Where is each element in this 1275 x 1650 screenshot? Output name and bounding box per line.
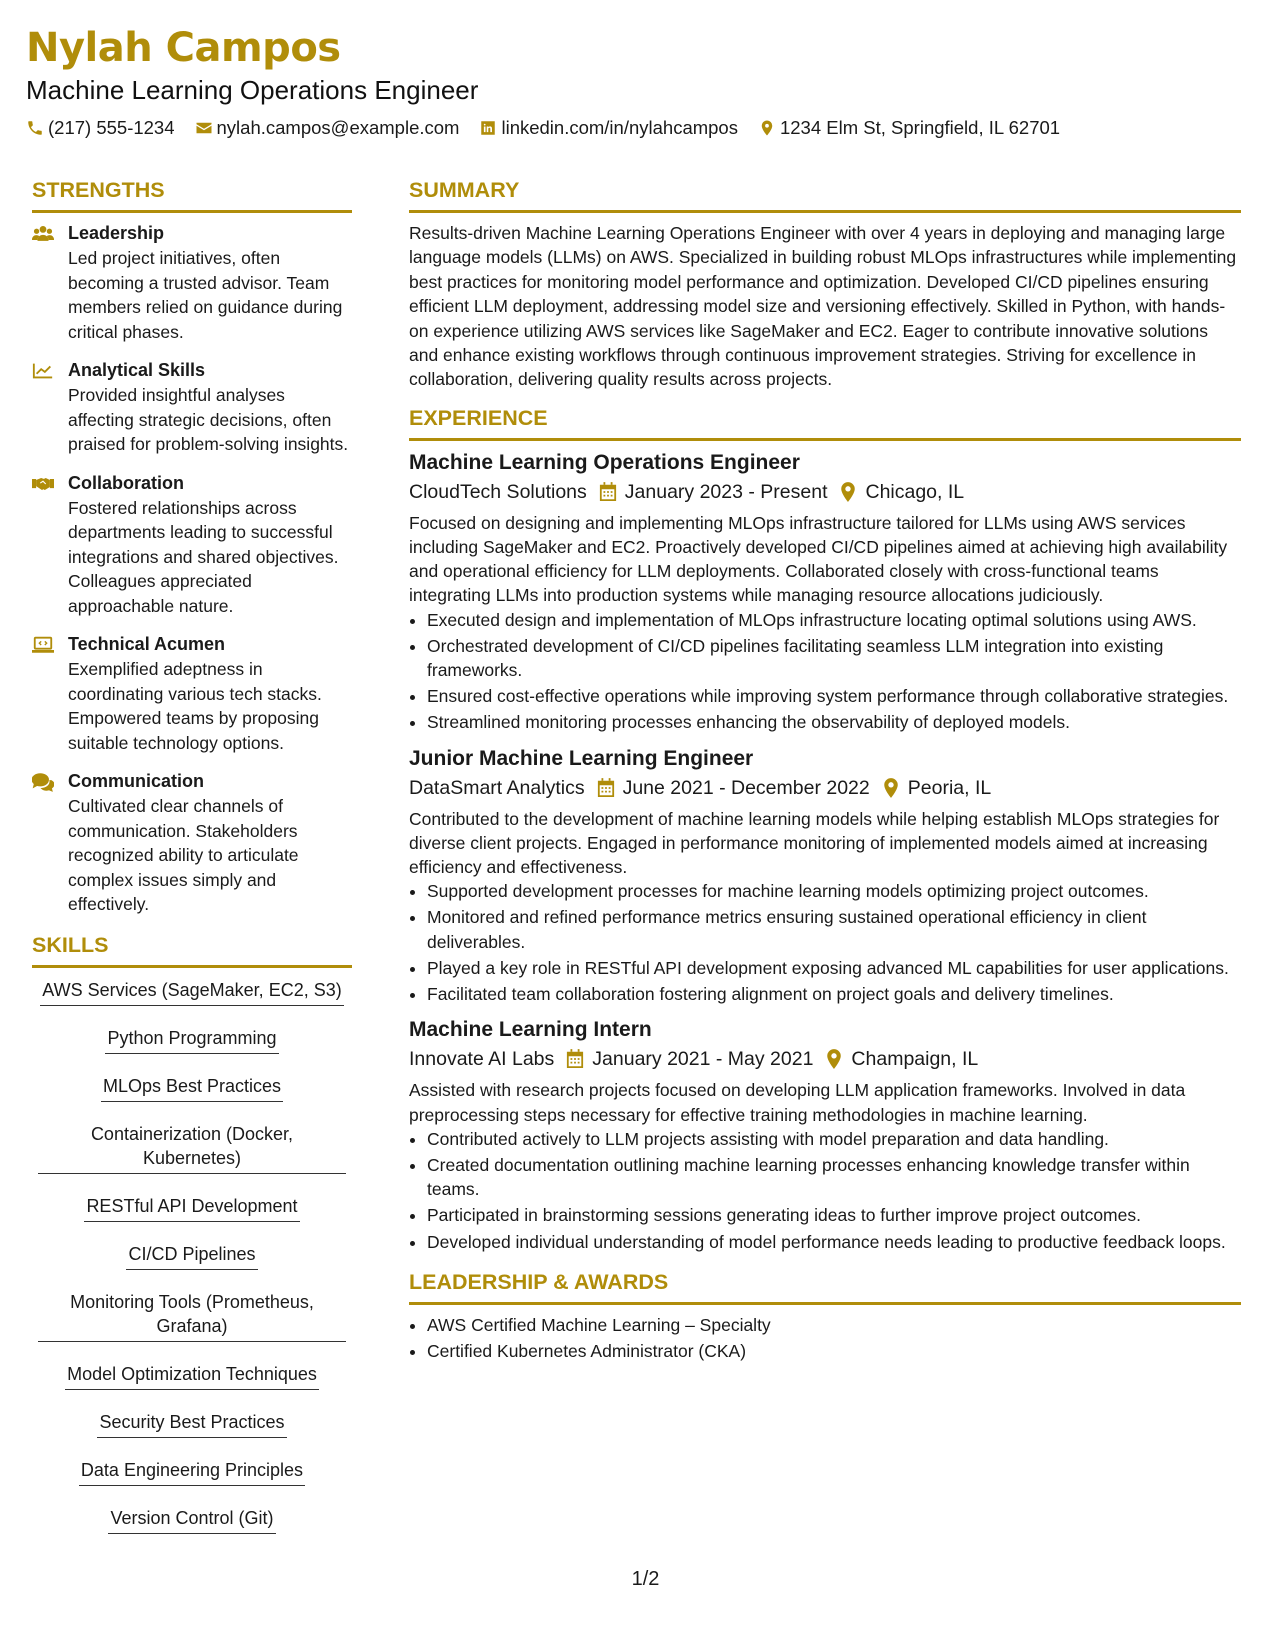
list-item: • Played a key role in RESTful API development exposing advanced ML capabilities for user applications. [427, 956, 1241, 980]
job-company: Innovate AI Labs [409, 1048, 555, 1071]
skill-item: RESTful API Development [32, 1194, 352, 1222]
skill-item: Security Best Practices [32, 1410, 352, 1438]
skills-heading: SKILLS [32, 931, 352, 968]
strength-desc: Led project initiatives, often becoming a trusted advisor. Team members relied on guidance during critical phases. [68, 248, 343, 342]
strength-item [32, 471, 352, 619]
strength-desc: Provided insightful analyses affecting strategic decisions, often praised for problem-solving insights. [68, 385, 349, 454]
list-item: • Created documentation outlining machine learning processes enhancing knowledge transfer within teams. [427, 1153, 1241, 1201]
job-location: Champaign, IL [851, 1048, 979, 1071]
address-text: 1234 Elm St, Springfield, IL 62701 [779, 117, 1061, 138]
right-column [409, 176, 1241, 1365]
strength-item [32, 221, 352, 344]
list-item: • Certified Kubernetes Administrator (CKA) [427, 1339, 1241, 1363]
job-description: Contributed to the development of machine learning models while helping establish MLOps strategies for diverse client projects. Engaged in performance monitoring of implemented models aimed at increasing efficiency and effectiveness. [409, 808, 1220, 878]
job-meta [409, 773, 1241, 803]
contact-bar [26, 116, 1256, 140]
job-company: CloudTech Solutions [409, 480, 587, 503]
skill-item: AWS Services (SageMaker, EC2, S3) [32, 978, 352, 1006]
comments-icon [32, 772, 54, 792]
job-bullets [409, 1127, 1241, 1254]
strengths-heading: STRENGTHS [32, 176, 352, 213]
handshake-icon [32, 474, 54, 494]
linkedin-text[interactable]: linkedin.com/in/nylahcampos [501, 117, 738, 138]
strength-desc: Exemplified adeptness in coordinating various tech stacks. Empowered teams by proposing suitable technology options. [68, 659, 322, 753]
strength-item [32, 632, 352, 755]
list-item: • Orchestrated development of CI/CD pipelines facilitating seamless LLM integration into existing frameworks. [427, 634, 1241, 682]
job-bullets [409, 879, 1241, 1006]
list-item: • Facilitated team collaboration fostering alignment on project goals and delivery timelines. [427, 982, 1241, 1006]
list-item: • Ensured cost-effective operations while improving system performance through collaborative strategies. [427, 684, 1241, 708]
job-location: Chicago, IL [865, 480, 965, 503]
linkedin-icon [479, 119, 497, 137]
phone-text: (217) 555-1234 [48, 117, 175, 138]
strength-item [32, 769, 352, 917]
summary-text: Results-driven Machine Learning Operations Engineer with over 4 years in deploying and managing large language models (LLMs) on AWS. Specialized in building robust MLOps infrastructures while implementing best practices for monitoring model performance and optimization. Developed CI/CD pipelines ensuring efficient LLM deployment, addressing model size and versioning effectively. Skilled in Python, with hands-on experience utilizing AWS services like SageMaker and EC2. Eager to contribute innovative solutions and enhance existing workflows through continuous improvement strategies. Striving for excellence in collaboration, delivering quality results across projects. [409, 223, 1237, 390]
job-dates: January 2021 - May 2021 [592, 1048, 814, 1071]
skill-item: Model Optimization Techniques [32, 1362, 352, 1390]
summary-heading: SUMMARY [409, 176, 1241, 213]
phone-icon [26, 119, 44, 137]
job-dates: January 2023 - Present [624, 480, 828, 503]
skill-item: Monitoring Tools (Prometheus, Grafana) [32, 1290, 352, 1342]
calendar-icon [566, 1049, 584, 1069]
map-marker-icon [882, 778, 900, 798]
calendar-icon [597, 778, 615, 798]
map-marker-icon [825, 1049, 843, 1069]
list-item: • Supported development processes for machine learning models optimizing project outcomes. [427, 879, 1241, 903]
job-entry [409, 745, 1241, 1007]
map-marker-icon [839, 482, 857, 502]
list-item: • Developed individual understanding of model performance needs leading to productive feedback loops. [427, 1230, 1241, 1254]
awards-heading: LEADERSHIP & AWARDS [409, 1268, 1241, 1305]
contact-address [758, 116, 1060, 140]
email-text[interactable]: nylah.campos@example.com [216, 117, 460, 138]
job-description: Focused on designing and implementing MLOps infrastructure tailored for LLMs using AWS services including SageMaker and EC2. Proactively developed CI/CD pipelines aimed at achieving high availability and operational efficiency for LLM deployments. Collaborated closely with cross-functional teams integrating LLMs into production systems while managing resource allocations judiciously. [409, 512, 1228, 606]
list-item: • Participated in brainstorming sessions generating ideas to further improve project outcomes. [427, 1203, 1241, 1227]
list-item: • AWS Certified Machine Learning – Specialty [427, 1313, 1241, 1337]
users-icon [32, 224, 54, 244]
page-number: 1/2 [631, 1568, 660, 1590]
list-item: • Executed design and implementation of MLOps infrastructure locating optimal solutions using AWS. [427, 608, 1241, 632]
skill-item: Data Engineering Principles [32, 1458, 352, 1486]
candidate-name: Nylah Campos [26, 25, 341, 71]
job-dates: June 2021 - December 2022 [622, 776, 870, 799]
awards-list [409, 1313, 1241, 1363]
list-item: • Monitored and refined performance metrics ensuring sustained operational efficiency in client deliverables. [427, 905, 1241, 953]
contact-linkedin[interactable] [479, 116, 738, 140]
strength-desc: Cultivated clear channels of communication. Stakeholders recognized ability to articulate complex issues simply and effectively. [68, 796, 299, 914]
strength-title: Leadership [68, 223, 165, 243]
job-company: DataSmart Analytics [409, 776, 585, 799]
contact-email[interactable] [195, 116, 460, 140]
job-location: Peoria, IL [907, 776, 992, 799]
skill-item: MLOps Best Practices [32, 1074, 352, 1102]
strength-title: Collaboration [68, 472, 184, 493]
job-entry [409, 1016, 1241, 1253]
envelope-icon [195, 119, 213, 137]
job-title: Machine Learning Intern [409, 1018, 652, 1042]
candidate-title: Machine Learning Operations Engineer [26, 75, 479, 105]
left-column [32, 176, 352, 1554]
skill-item: Containerization (Docker, Kubernetes) [32, 1122, 352, 1174]
map-marker-icon [758, 119, 776, 137]
resume-header [26, 24, 1256, 140]
skill-item: Version Control (Git) [32, 1506, 352, 1534]
list-item: • Streamlined monitoring processes enhancing the observability of deployed models. [427, 710, 1241, 734]
job-bullets [409, 608, 1241, 735]
experience-heading: EXPERIENCE [409, 404, 1241, 441]
skill-item: Python Programming [32, 1026, 352, 1054]
list-item: • Contributed actively to LLM projects assisting with model preparation and data handling. [427, 1127, 1241, 1151]
chart-line-icon [32, 361, 54, 381]
laptop-code-icon [32, 635, 54, 655]
skill-item: CI/CD Pipelines [32, 1242, 352, 1270]
strength-title: Technical Acumen [68, 634, 226, 654]
job-meta [409, 1044, 1241, 1074]
skills-list [32, 978, 352, 1534]
strength-title: Communication [68, 771, 205, 791]
calendar-icon [599, 482, 617, 502]
contact-phone [26, 116, 175, 140]
job-description: Assisted with research projects focused on developing LLM application frameworks. Involved in data preprocessing steps necessary for effective training methodologies in machine learning. [409, 1080, 1186, 1125]
strength-title: Analytical Skills [68, 360, 206, 380]
job-title: Machine Learning Operations Engineer [409, 450, 800, 474]
job-title: Junior Machine Learning Engineer [409, 746, 754, 770]
strength-item [32, 358, 352, 457]
strength-desc: Fostered relationships across departments leading to successful integrations and shared objectives. Colleagues appreciated approachable nature. [68, 497, 339, 616]
job-entry [409, 449, 1241, 735]
job-meta [409, 477, 1241, 507]
